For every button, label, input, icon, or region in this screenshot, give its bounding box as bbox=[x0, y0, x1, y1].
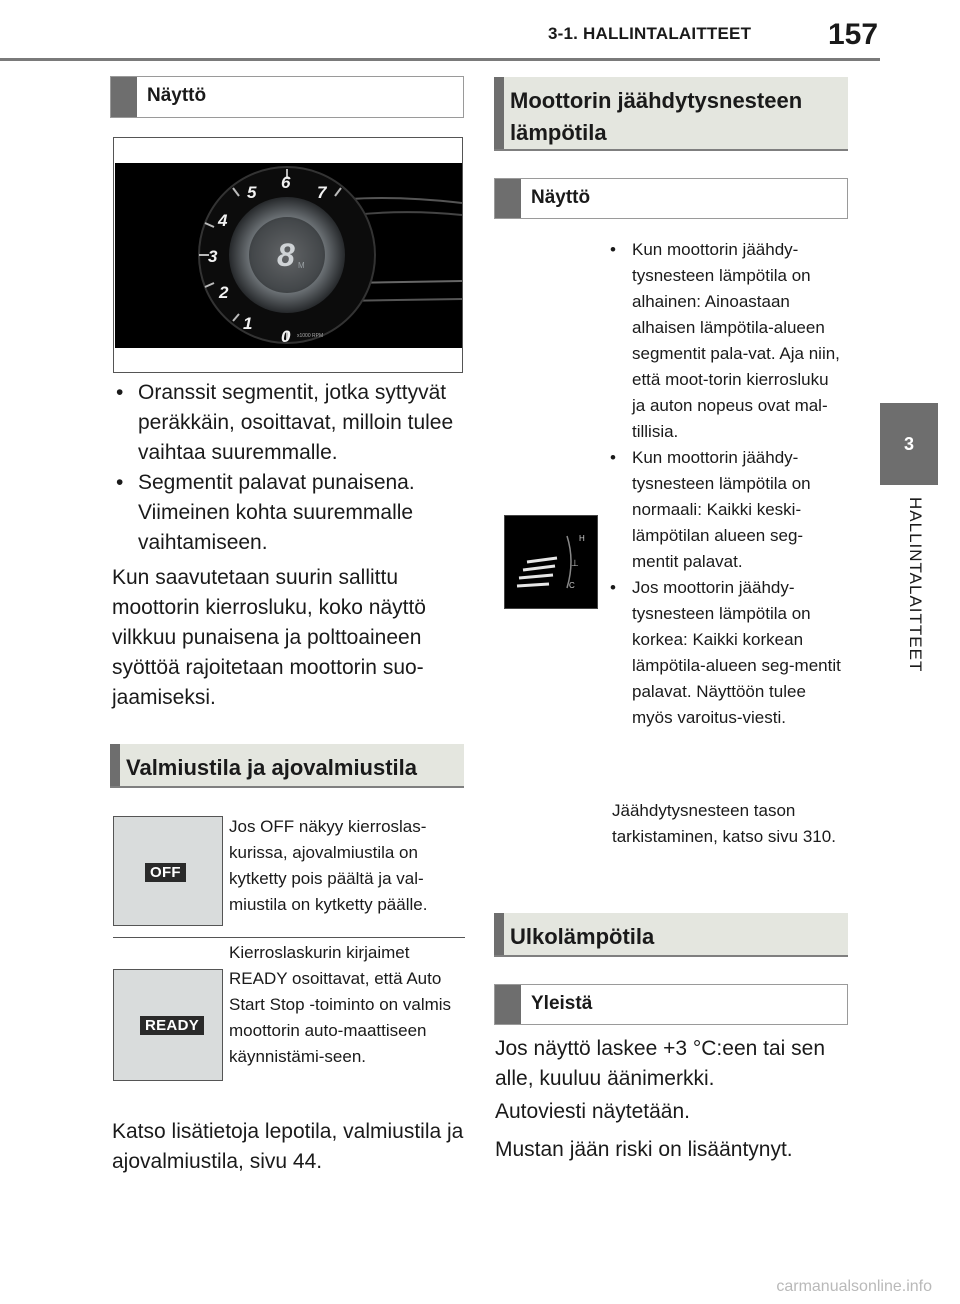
coolant-heading: Moottorin jäähdytysnesteen lämpötila bbox=[494, 77, 848, 151]
outside-temp-paragraph-1: Jos näyttö laskee +3 °C:een tai sen alle, kuuluu äänimerkki. bbox=[495, 1037, 826, 1090]
ready-description: Kierroslaskurin kirjaimet READY osoittavat, että Auto Start Stop -toiminto on valmis moottorin auto-maattiseen käynnistämi-seen. bbox=[229, 943, 452, 1066]
coolant-temperature-icon: ⊥ bbox=[571, 559, 579, 569]
ready-indicator-figure bbox=[113, 969, 223, 1081]
tick-label-5: 5 bbox=[247, 183, 257, 202]
chapter-tab bbox=[880, 403, 938, 485]
outside-temperature-heading: Ulkolämpötila bbox=[494, 913, 848, 957]
outside-temp-paragraph-2: Autoviesti näytetään. bbox=[495, 1100, 690, 1123]
off-indicator-figure bbox=[113, 816, 223, 926]
coolant-temperature-figure bbox=[504, 515, 598, 609]
tick-label-0: 0 bbox=[281, 327, 291, 346]
bullet-item: • Kun moottorin jäähdy-tysnesteen lämpötila on alhainen: Ainoastaan alhaisen lämpötila-alueen segmentit pala-vat. Aja niin, että moot-torin kierrosluku ja auton nopeus ovat mal-tillisia. bbox=[606, 237, 846, 445]
coolant-display-subheading: Näyttö bbox=[494, 178, 848, 219]
tick-label-3: 3 bbox=[208, 247, 218, 266]
rpm-limit-paragraph: Kun saavutetaan suurin sallittu moottorin kierrosluku, koko näyttö vilkkuu punaisena ja polttoaineen syöttöä rajoitetaan moottorin suo-jaamiseksi. bbox=[112, 566, 426, 709]
rpm-unit: x1000 RPM bbox=[297, 333, 324, 339]
ready-heading: Valmiustila ja ajovalmiustila bbox=[110, 744, 464, 788]
watermark: carmanualsonline.info bbox=[776, 1278, 932, 1295]
off-tag: OFF bbox=[145, 863, 186, 882]
bullet-item: • Segmentit palavat punaisena. Viimeinen kohta suuremmalle vaihtamiseen. bbox=[112, 468, 466, 558]
bullet-item: • Kun moottorin jäähdy-tysnesteen lämpötila on normaali: Kaikki keski-lämpötilan alueen seg-mentit palavat. bbox=[606, 445, 846, 575]
outside-temp-paragraph-3: Mustan jään riski on lisääntynyt. bbox=[495, 1138, 793, 1161]
closing-paragraph: Katso lisätietoja lepotila, valmiustila ja ajovalmiustila, sivu 44. bbox=[112, 1120, 464, 1173]
bullet-item: • Oranssit segmentit, jotka syttyvät peräkkäin, osoittavat, milloin tulee vaihtaa suuremmalle. bbox=[112, 378, 466, 468]
tachometer-graphic bbox=[115, 163, 462, 348]
row-divider bbox=[113, 937, 465, 938]
coolant-bullets bbox=[606, 237, 846, 731]
off-description: Jos OFF näkyy kierroslas-kurissa, ajovalmiustila on kytketty pois päältä ja val-miustila on kytketty päälle. bbox=[229, 817, 428, 914]
chapter-number: 3 bbox=[903, 433, 914, 454]
tick-label-6: 6 bbox=[281, 173, 291, 192]
header-rule bbox=[0, 58, 880, 61]
tick-label-4: 4 bbox=[218, 211, 228, 230]
page-number: 157 bbox=[828, 18, 879, 51]
display-subheading: Näyttö bbox=[110, 76, 464, 118]
bullet-item: • Jos moottorin jäähdy-tysnesteen lämpötila on korkea: Kaikki korkean lämpötila-alueen seg-mentit palavat. Näyttöön tulee myös varoitus-viesti. bbox=[606, 575, 846, 731]
tachometer-bullets bbox=[112, 378, 466, 558]
general-subheading: Yleistä bbox=[494, 984, 848, 1025]
tick-label-7: 7 bbox=[317, 183, 327, 202]
coolant-gauge-graphic bbox=[505, 516, 597, 608]
tachometer-figure bbox=[115, 163, 462, 348]
cold-label: C bbox=[569, 581, 575, 590]
gear-indicator: 8 bbox=[277, 237, 295, 273]
tick-label-1: 1 bbox=[243, 314, 253, 333]
ready-tag: READY bbox=[140, 1016, 204, 1035]
chapter-label: HALLINTALAITTEET bbox=[906, 497, 925, 673]
hot-label: H bbox=[579, 534, 585, 543]
coolant-note: Jäähdytysnesteen tason tarkistaminen, katso sivu 310. bbox=[612, 801, 836, 846]
section-title: 3-1. HALLINTALAITTEET bbox=[548, 24, 752, 43]
mode-indicator: M bbox=[298, 261, 305, 270]
tick-label-2: 2 bbox=[219, 283, 229, 302]
